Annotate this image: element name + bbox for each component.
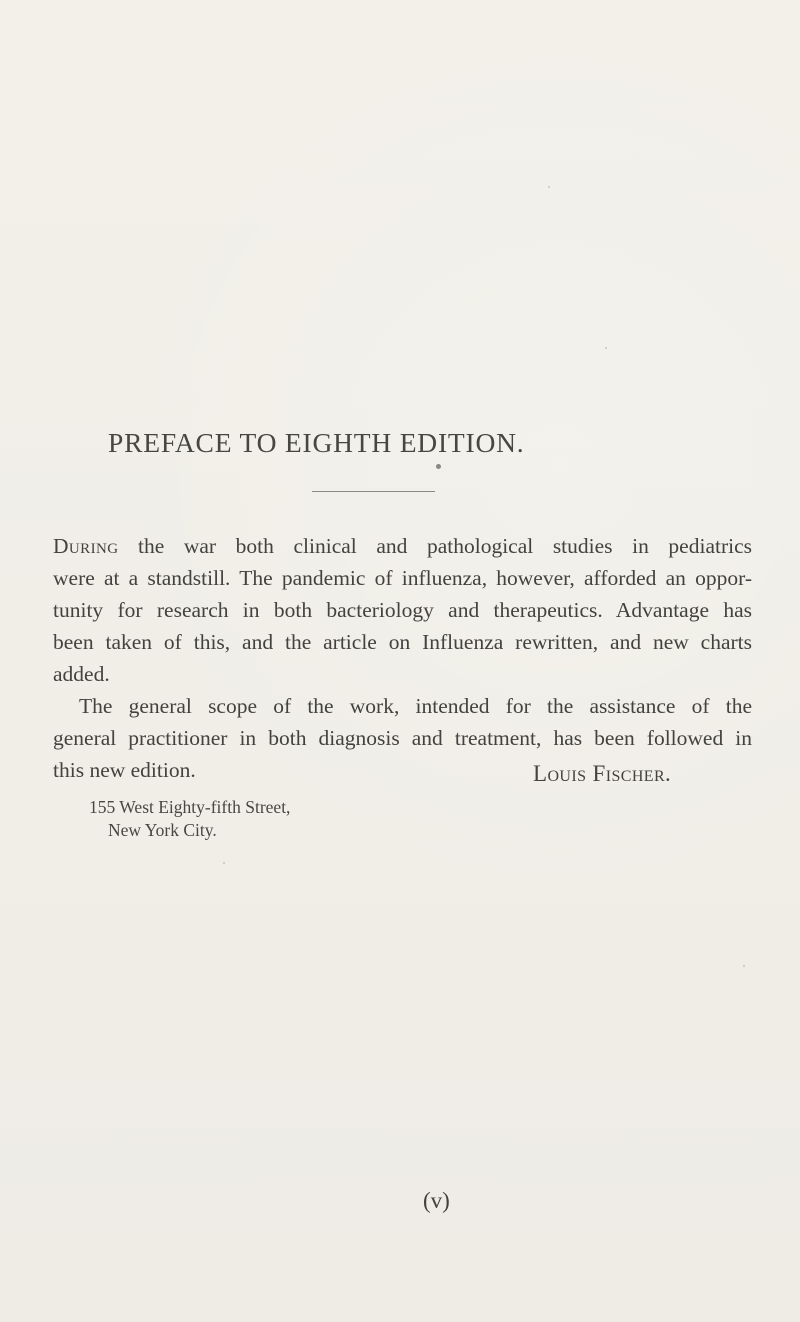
title-dot-mark (436, 464, 441, 469)
preface-title: PREFACE TO EIGHTH EDITION. (108, 427, 525, 458)
address-line2: New York City. (108, 820, 217, 840)
paper-speck (223, 862, 225, 864)
paragraph1-line5: added. (53, 662, 110, 686)
paragraph2-line1: The general scope of the work, intended for the assistance of the (79, 694, 752, 718)
paragraph1-line1-text: the war both clinical and pathological studies in pediatrics (118, 534, 752, 558)
paragraph2-line2: general practitioner in both diagnosis and treatment, has been followed in (53, 726, 752, 750)
paragraph1-line3: tunity for research in both bacteriology and therapeutics. Advantage has (53, 598, 752, 622)
paragraph2-line3: this new edition. (53, 758, 196, 782)
paragraph1-lead-word: During (53, 534, 119, 558)
paragraph1-line4: been taken of this, and the article on Influenza rewritten, and new charts (53, 630, 752, 654)
author-signature: Louis Fischer. (533, 761, 672, 786)
paper-speck (548, 186, 550, 188)
paragraph1-line1 (53, 532, 752, 560)
paper-speck (605, 347, 607, 349)
page-number: (v) (423, 1188, 450, 1213)
paragraph1-line2: were at a standstill. The pandemic of influenza, however, afforded an oppor- (53, 566, 752, 590)
title-divider-rule (312, 491, 435, 492)
paper-speck (743, 965, 745, 967)
address-line1: 155 West Eighty-fifth Street, (89, 797, 291, 817)
